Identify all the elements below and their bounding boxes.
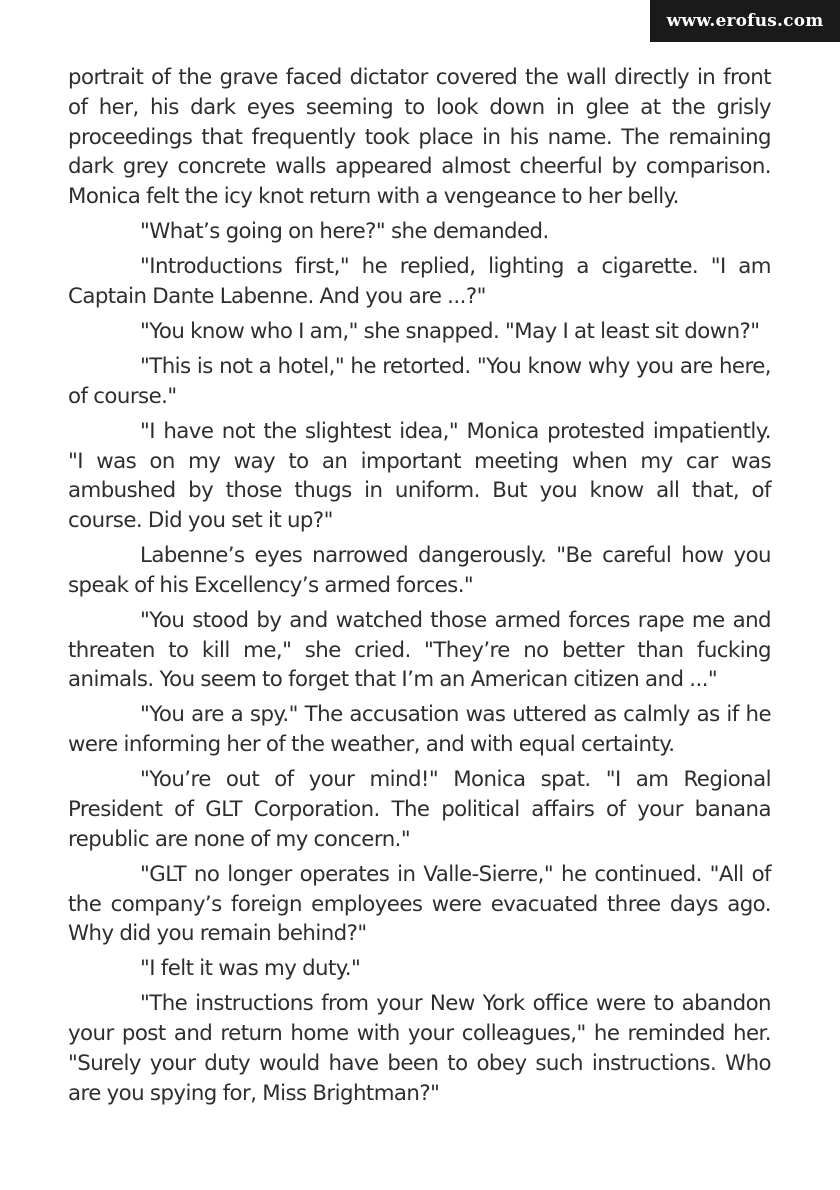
paragraph-dialogue: "The instructions from your New York office were to abandon your post and return home with your colleagues," he reminded her. "Surely your duty would have been to obey such instructions. Who are you spying for, Miss Brightman?" bbox=[68, 991, 771, 1106]
paragraph-dialogue: "This is not a hotel," he retorted. "You know why you are here, of course." bbox=[68, 353, 771, 409]
paragraph-dialogue: "What’s going on here?" she demanded. bbox=[140, 219, 549, 245]
paragraph-continued: portrait of the grave faced dictator covered the wall directly in front of her, his dark eyes seeming to look down in glee at the grisly proceedings that frequently took place in his name. The remaining dark grey concrete walls appeared almost cheerful by comparison. Monica felt the icy knot return with a vengeance to her belly. bbox=[68, 65, 771, 210]
paragraph-dialogue: "Introductions first," he replied, lighting a cigarette. "I am Captain Dante Labenne. And you are ...?" bbox=[68, 254, 771, 309]
paragraph-dialogue: "You are a spy." The accusation was uttered as calmly as if he were informing her of the weather, and with equal certainty. bbox=[68, 702, 771, 758]
page-body-text bbox=[68, 63, 771, 1114]
paragraph-dialogue: "I have not the slightest idea," Monica protested impatiently. "I was on my way to an important meeting when my car was ambushed by those thugs in uniform. But you know all that, of course. Did you set it up?" bbox=[68, 418, 771, 534]
site-watermark: www.erofus.com bbox=[650, 0, 840, 42]
paragraph-dialogue: Labenne’s eyes narrowed dangerously. "Be careful how you speak of his Excellency’s armed forces." bbox=[68, 543, 771, 598]
paragraph-dialogue: "You stood by and watched those armed forces rape me and threaten to kill me," she cried. "They’re no better than fucking animals. You seem to forget that I’m an American citizen and ..." bbox=[68, 607, 771, 693]
paragraph-dialogue: "GLT no longer operates in Valle-Sierre," he continued. "All of the company’s foreign employees were evacuated three days ago. Why did you remain behind?" bbox=[68, 861, 771, 947]
paragraph-dialogue: "You know who I am," she snapped. "May I at least sit down?" bbox=[140, 318, 760, 344]
paragraph-dialogue: "You’re out of your mind!" Monica spat. "I am Regional President of GLT Corporation. The political affairs of your banana republic are none of my concern." bbox=[68, 767, 771, 852]
paragraph-dialogue: "I felt it was my duty." bbox=[140, 956, 361, 982]
